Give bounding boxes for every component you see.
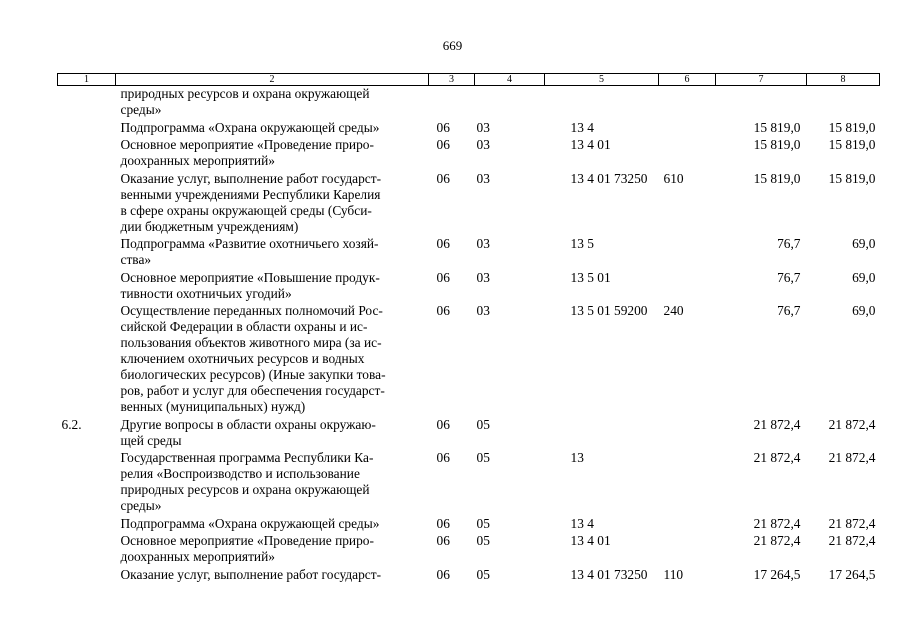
row-name-line: среды» (120, 102, 162, 117)
row-name-line: биологических ресурсов) (Иные закупки това- (120, 367, 386, 382)
target-article-cell: 13 4 (570, 119, 594, 135)
row-name-line: Подпрограмма «Охрана окружающей среды» (120, 515, 380, 531)
expense-type-cell (659, 417, 716, 451)
row-number-cell (58, 137, 116, 171)
row-name-line: природных ресурсов и охрана окружающей (120, 482, 370, 497)
row-name-line: ключением охотничьих ресурсов и водных (120, 351, 365, 366)
section-code-cell: 06 (436, 236, 450, 251)
row-number-cell (58, 236, 116, 270)
target-article-cell: 13 4 01 73250 (570, 566, 648, 582)
subsection-code-cell: 05 (476, 450, 490, 465)
target-article-cell (545, 417, 659, 451)
amount-year2-cell: 21 872,4 (828, 450, 876, 465)
expense-type-cell: 110 (663, 566, 684, 582)
column-header: 1 (58, 74, 116, 86)
row-name-cell (116, 516, 429, 534)
page-number: 669 (442, 38, 463, 53)
row-name-line: Основное мероприятие «Проведение приро- (120, 137, 374, 152)
row-number-cell (58, 567, 116, 585)
amount-year2-cell: 21 872,4 (828, 533, 876, 548)
table-row (58, 417, 880, 451)
amount-year2-cell: 69,0 (852, 303, 876, 318)
expense-type-cell (659, 516, 716, 534)
section-code-cell: 06 (436, 515, 450, 531)
section-code-cell: 06 (436, 566, 450, 582)
row-name-line: Подпрограмма «Развитие охотничьего хозяй- (120, 236, 379, 251)
amount-year2-cell: 69,0 (852, 236, 876, 251)
amount-year1-cell: 15 819,0 (753, 119, 801, 135)
row-name-line: релия «Воспроизводство и использование (120, 466, 360, 481)
section-code-cell: 06 (436, 416, 450, 432)
amount-year1-cell: 21 872,4 (753, 533, 801, 548)
row-name-cell (116, 303, 429, 417)
expense-type-cell (659, 137, 716, 171)
target-article-cell (545, 86, 659, 120)
row-name-cell (116, 120, 429, 138)
budget-table (57, 73, 880, 584)
expense-type-cell (659, 236, 716, 270)
row-name-line: Оказание услуг, выполнение работ государст- (120, 170, 382, 186)
table-body (58, 86, 880, 585)
target-article-cell: 13 4 01 (570, 137, 611, 152)
row-name-line: ров, работ и услуг для обеспечения государст- (120, 383, 385, 398)
amount-year2-cell (807, 86, 880, 120)
row-name-line: пользования объектов животного мира (за ис- (120, 335, 382, 350)
table-row (58, 86, 880, 120)
column-header: 3 (429, 74, 475, 86)
target-article-cell: 13 4 01 73250 (570, 170, 648, 186)
row-name-line: венных (муниципальных) нужд) (120, 399, 306, 414)
row-name-line: Осуществление переданных полномочий Рос- (120, 303, 383, 318)
row-name-line: тивности охотничьих угодий» (120, 285, 292, 301)
row-number-cell: 6.2. (61, 416, 82, 432)
amount-year2-cell: 21 872,4 (828, 416, 876, 432)
row-name-line: доохранных мероприятий» (120, 153, 275, 168)
row-name-line: природных ресурсов и охрана окружающей (120, 86, 370, 101)
table-row (58, 303, 880, 417)
row-number-cell (58, 171, 116, 237)
row-name-line: доохранных мероприятий» (120, 549, 275, 564)
amount-year1-cell: 15 819,0 (753, 137, 801, 152)
column-header: 5 (545, 74, 659, 86)
column-header: 7 (716, 74, 807, 86)
row-name-cell (116, 137, 429, 171)
subsection-code-cell: 03 (476, 119, 490, 135)
target-article-cell: 13 4 01 (570, 533, 611, 548)
section-code-cell: 06 (436, 533, 450, 548)
subsection-code-cell: 03 (476, 303, 490, 318)
target-article-cell: 13 5 01 (570, 269, 611, 285)
table-row (58, 137, 880, 171)
column-header: 4 (475, 74, 545, 86)
row-name-line: Подпрограмма «Охрана окружающей среды» (120, 119, 380, 135)
amount-year2-cell: 69,0 (852, 269, 876, 285)
row-name-cell (116, 236, 429, 270)
row-name-line: в сфере охраны окружающей среды (Субси- (120, 202, 372, 218)
section-code-cell: 06 (436, 269, 450, 285)
table-row (58, 120, 880, 138)
row-name-line: среды» (120, 498, 162, 513)
row-name-line: венными учреждениями Республики Карелия (120, 186, 381, 202)
row-name-line: Другие вопросы в области охраны окружаю- (120, 416, 376, 432)
expense-type-cell (659, 450, 716, 516)
subsection-code-cell (475, 86, 545, 120)
row-number-cell (58, 120, 116, 138)
row-name-cell (116, 417, 429, 451)
subsection-code-cell: 05 (476, 416, 490, 432)
table-row (58, 236, 880, 270)
table-row (58, 270, 880, 304)
expense-type-cell (659, 533, 716, 567)
amount-year2-cell: 15 819,0 (828, 170, 876, 186)
row-name-cell (116, 533, 429, 567)
section-code-cell: 06 (436, 450, 450, 465)
amount-year1-cell: 76,7 (777, 303, 801, 318)
subsection-code-cell: 05 (476, 515, 490, 531)
row-name-line: Основное мероприятие «Проведение приро- (120, 533, 374, 548)
table-header-row (58, 74, 880, 86)
section-code-cell: 06 (436, 303, 450, 318)
expense-type-cell (659, 270, 716, 304)
row-name-line: дии бюджетным учреждениям) (120, 218, 299, 234)
row-name-cell (116, 270, 429, 304)
amount-year1-cell: 76,7 (777, 269, 801, 285)
row-name-line: Оказание услуг, выполнение работ государст- (120, 566, 382, 582)
table-row (58, 450, 880, 516)
row-name-line: Основное мероприятие «Повышение продук- (120, 269, 380, 285)
amount-year2-cell: 17 264,5 (828, 566, 876, 582)
table-row (58, 567, 880, 585)
target-article-cell: 13 5 01 59200 (570, 303, 648, 318)
subsection-code-cell: 05 (476, 533, 490, 548)
row-number-cell (58, 303, 116, 417)
subsection-code-cell: 05 (476, 566, 490, 582)
table-row (58, 516, 880, 534)
amount-year1-cell: 17 264,5 (753, 566, 801, 582)
row-name-cell (116, 567, 429, 585)
amount-year2-cell: 15 819,0 (828, 119, 876, 135)
target-article-cell: 13 5 (570, 236, 594, 251)
table-row (58, 171, 880, 237)
section-code-cell: 06 (436, 137, 450, 152)
expense-type-cell (659, 86, 716, 120)
row-name-cell (116, 450, 429, 516)
row-number-cell (58, 533, 116, 567)
amount-year1-cell: 21 872,4 (753, 515, 801, 531)
expense-type-cell: 240 (663, 303, 684, 318)
subsection-code-cell: 03 (476, 170, 490, 186)
row-name-cell (116, 86, 429, 120)
column-header: 2 (116, 74, 429, 86)
amount-year2-cell: 21 872,4 (828, 515, 876, 531)
section-code-cell (429, 86, 475, 120)
row-name-cell (116, 171, 429, 237)
row-name-line: Государственная программа Республики Ка- (120, 450, 374, 465)
row-name-line: сийской Федерации в области охраны и ис- (120, 319, 368, 334)
amount-year2-cell: 15 819,0 (828, 137, 876, 152)
amount-year1-cell: 21 872,4 (753, 416, 801, 432)
expense-type-cell (659, 120, 716, 138)
target-article-cell: 13 4 (570, 515, 594, 531)
subsection-code-cell: 03 (476, 236, 490, 251)
table-row (58, 533, 880, 567)
row-name-line: ства» (120, 252, 152, 267)
section-code-cell: 06 (436, 119, 450, 135)
column-header: 6 (659, 74, 716, 86)
subsection-code-cell: 03 (476, 137, 490, 152)
subsection-code-cell: 03 (476, 269, 490, 285)
row-number-cell (58, 86, 116, 120)
expense-type-cell: 610 (663, 170, 684, 186)
target-article-cell: 13 (570, 450, 584, 465)
amount-year1-cell: 21 872,4 (753, 450, 801, 465)
row-name-line: щей среды (120, 432, 182, 448)
amount-year1-cell: 15 819,0 (753, 170, 801, 186)
row-number-cell (58, 450, 116, 516)
amount-year1-cell: 76,7 (777, 236, 801, 251)
section-code-cell: 06 (436, 170, 450, 186)
row-number-cell (58, 516, 116, 534)
column-header: 8 (807, 74, 880, 86)
row-number-cell (58, 270, 116, 304)
amount-year1-cell (716, 86, 807, 120)
